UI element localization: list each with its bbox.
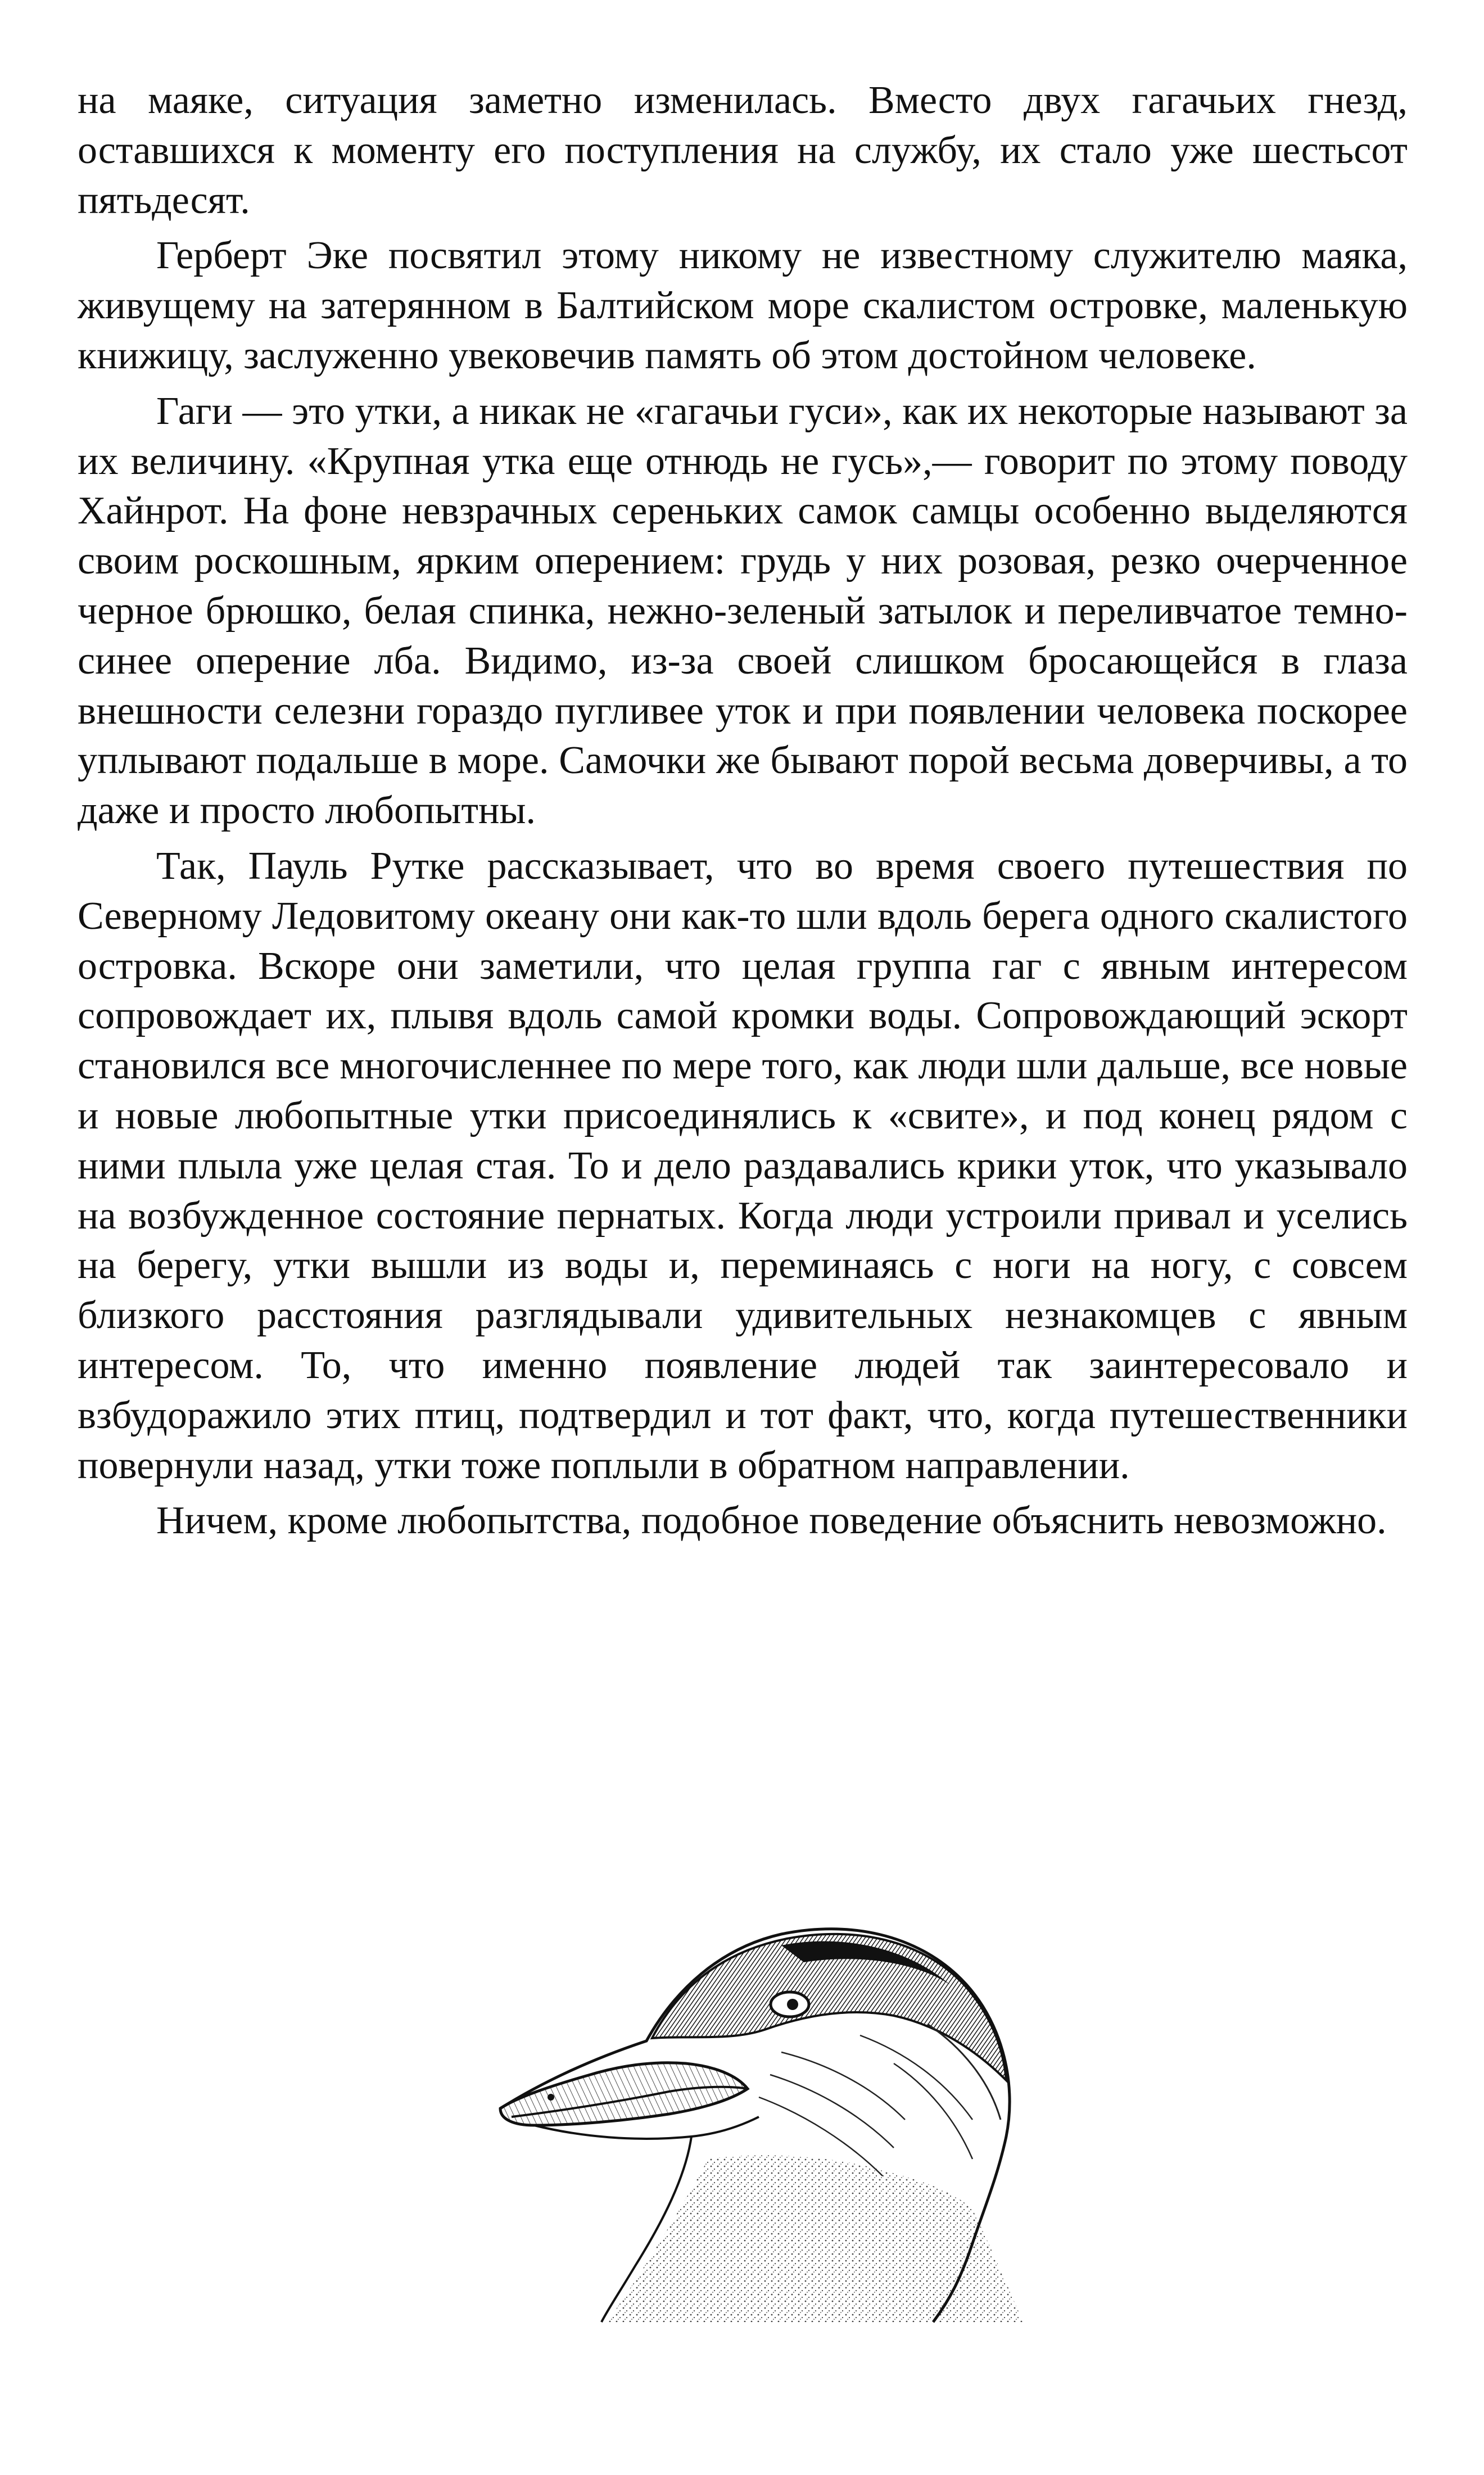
- bill: [500, 2063, 748, 2125]
- paragraph-2: Герберт Эке посвятил этому никому не известному служителю маяка, живущему на затерянном в Балтийском море скалистом островке, маленькую книжицу, заслуженно увековечив память об этом достойном человеке.: [78, 234, 1408, 377]
- neck-shading: [607, 2155, 1023, 2322]
- paragraph-5: Ничем, кроме любопытства, подобное поведение объяснить невозможно.: [156, 1499, 1387, 1543]
- paragraph-1: на маяке, ситуация заметно изменилась. Вместо двух гагачьих гнезд, оставшихся к моменту его поступления на службу, их стало уже шестьсот пятьдесят.: [78, 79, 1408, 222]
- body-text: [78, 76, 1408, 1552]
- paragraph-4: Так, Пауль Рутке рассказывает, что во время своего путешествия по Северному Ледовитому океану они как-то шли вдоль берега одного скалистого островка. Вскоре они заметили, что целая группа гаг с явным интересом сопровождает их, плывя вдоль самой кромки воды. Сопровождающий эскорт становился все многочисленнее по мере того, как люди шли дальше, все новые и новые любопытные утки присоединялись к «свите», и под конец рядом с ними плыла уже целая стая. То и дело раздавались крики уток, что указывало на возбужденное состояние пернатых. Когда люди устроили привал и уселись на берегу, утки вышли из воды и, переминаясь с ноги на ногу, с совсем близкого расстояния разглядывали удивительных незнакомцев с явным интересом. То, что именно появление людей так заинтересовало и взбудоражило этих птиц, подтвердил и тот факт, что, когда путешественники повернули назад, утки тоже поплыли в обратном направлении.: [78, 844, 1408, 1487]
- duck-head-illustration: [467, 1895, 1040, 2333]
- paragraph-3: Гаги — это утки, а никак не «гагачьи гуси», как их некоторые называют за их величину. «Крупная утка еще отнюдь не гусь»,— говорит по этому поводу Хайнрот. На фоне невзрачных серeньких самок самцы особенно выделяются своим роскошным, ярким оперением: грудь у них розовая, резко очерченное черное брюшко, белая спинка, нежно-зеленый затылок и переливчатое темно-синее оперение лба. Видимо, из-за своей слишком бросающейся в глаза внешности селезни гораздо пугливее уток и при появлении человека поскорее уплывают подальше в море. Самочки же бывают порой весьма доверчивы, а то даже и просто любопытны.: [78, 389, 1408, 833]
